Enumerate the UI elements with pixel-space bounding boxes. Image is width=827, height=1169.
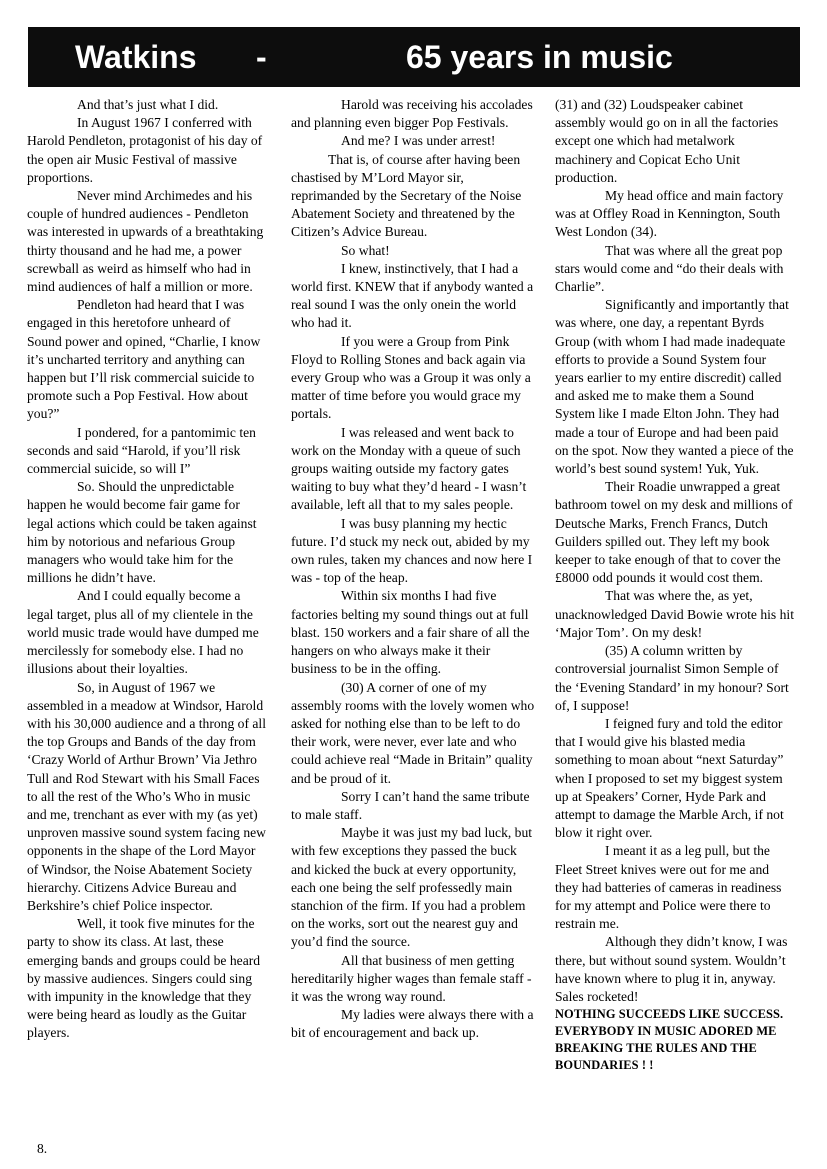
paragraph: Their Roadie unwrapped a great bathroom towel on my desk and millions of Deutsche Marks, French Francs, Dutch Guilders spilled out. They left my book keeper to take enough of that to cover the £8000 odd pounds it would cost them. [555, 479, 793, 586]
paragraph: That is, of course after having been chastised by M’Lord Mayor sir, reprimanded by the Secretary of the Noise Abatement Society and threatened by the Citizen’s Advice Bureau. [291, 151, 522, 240]
paragraph: Well, it took five minutes for the party to show its class. At last, these emerging bands and groups could be heard by massive audiences. Singers could sing with impunity in the knowledge that they were being heard as loudly as the Guitar players. [27, 916, 261, 1041]
paragraph: Never mind Archimedes and his couple of hundred audiences - Pendleton was interested in upwards of a breathtaking thirty thousand and he had me, a power screwball as weird as himself who had in mind audiences of half a million or more. [27, 188, 264, 295]
paragraph: I feigned fury and told the editor that I would give his blasted media something to moan about “next Saturday” when I proposed to set my biggest system up at Speakers’ Corner, Hyde Park and attempt to damage the Marble Arch, if not blow it right over. [555, 715, 784, 841]
paragraph: I knew, instinctively, that I had a world first. KNEW that if anybody wanted a real sound I was the only onein the world who had it. [291, 260, 534, 331]
paragraph: And I could equally become a legal target, plus all of my clientele in the world music trade would have dumped me mercilessly for somebody else. I had no illusions about their loyalties. [27, 588, 259, 677]
paragraph: My ladies were always there with a bit of encouragement and back up. [291, 1007, 534, 1041]
paragraph: All that business of men getting hereditarily higher wages than female staff - it was the wrong way round. [291, 952, 532, 1004]
paragraph: (30) A corner of one of my assembly rooms with the lovely women who asked for nothing else than to be left to do their work, were never, ever late and who could achieve real “Made in Britain” quality and be proud of it. [291, 679, 535, 786]
column-3 [555, 96, 795, 1074]
paragraph: I was released and went back to work on the Monday with a queue of such groups waiting outside my factory gates waiting to buy what they’d heard - I wasn’t available, left all that to my sales people. [291, 424, 527, 513]
column-1 [27, 96, 268, 1043]
paragraph: Maybe it was just my bad luck, but with few exceptions they passed the buck and kicked the buck at every opportunity, each one being the self professedly main stanchion of the firm. If you had a problem on the works, sort out the nearest guy and you’d find the source. [291, 825, 533, 950]
title-right: 65 years in music [406, 39, 673, 75]
paragraph: And that’s just what I did. [77, 97, 219, 112]
paragraph: So, in August of 1967 we assembled in a meadow at Windsor, Harold with his 30,000 audience and a throng of all the top Groups and Bands of the day from ‘Crazy World of Arthur Brown’ Via Jethro Tull and Rod Stewart with his Small Faces to all the rest of the Who’s Who in music and me, trenchant as ever with my (as yet) unproven massive sound system facing new opponents in the shape of the Lord Mayor of Windsor, the Noise Abatement Society hierarchy. Citizens Advice Bureau and Berkshire’s chief Police inspector. [27, 679, 266, 913]
paragraph: My head office and main factory was at Offley Road in Kennington, South West London (34). [555, 188, 784, 240]
column-2 [291, 96, 535, 1043]
paragraph: Harold was receiving his accolades and planning even bigger Pop Festivals. [291, 97, 533, 131]
title-separator: - [256, 39, 267, 75]
paragraph: I pondered, for a pantomimic ten seconds and said “Harold, if you’ll risk commercial suicide, so will I” [27, 424, 256, 477]
paragraph: Sorry I can’t hand the same tribute to male staff. [291, 788, 530, 822]
title-banner [28, 27, 800, 87]
paragraph: Significantly and importantly that was where, one day, a repentant Byrds Group (with whom I had made inadequate efforts to provide a Sound System four years earlier to my entire discredit) called and asked me to make them a Sound System like I made Elton John. They had made a tour of Europe and had been paid on the spot. Now they wanted a piece of the world’s best sound system! Yuk, Yuk. [555, 297, 794, 477]
paragraph: In August 1967 I conferred with Harold Pendleton, protagonist of his day of the open air Music Festival of massive proportions. [27, 115, 263, 185]
paragraph: (35) A column written by controversial journalist Simon Semple of the ‘Evening Standard’ in my honour? Sort of, I suppose! [555, 643, 789, 713]
paragraph: So what! [341, 242, 390, 258]
paragraph: That was where the, as yet, unacknowledged David Bowie wrote his hit ‘Major Tom’. On my desk! [555, 588, 794, 640]
paragraph: That was where all the great pop stars would come and “do their deals with Charlie”. [555, 242, 784, 295]
paragraph: (31) and (32) Loudspeaker cabinet assembly would go on in all the factories except one which had metalwork machinery and Copicat Echo Unit production. [555, 97, 779, 185]
title-left: Watkins [75, 39, 197, 75]
paragraph: I was busy planning my hectic future. I’d stuck my neck out, abided by my own rules, taken my chances and now here I was - top of the heap. [291, 515, 533, 586]
paragraph: NOTHING SUCCEEDS LIKE SUCCESS. EVERYBODY IN MUSIC ADORED ME BREAKING THE RULES AND THE BOUNDARIES ! ! [555, 1007, 784, 1073]
paragraph: Pendleton had heard that I was engaged in this heretofore unheard of Sound power and opined, “Charlie, I know it’s uncharted territory and anything can happen but I’ll risk commercial suicide to promote such a Pop Festival. How about you?” [27, 297, 261, 422]
paragraph: And me? I was under arrest! [341, 133, 496, 149]
paragraph: If you were a Group from Pink Floyd to Rolling Stones and back again via every Group who was a Group it was only a matter of time before you would grace my portals. [291, 333, 531, 422]
paragraph: So. Should the unpredictable happen he would become fair game for legal actions which could be taken against him by notorious and nefarious Group managers who would take him for the millions he didn’t have. [27, 479, 257, 586]
paragraph: Within six months I had five factories belting my sound things out at full blast. 150 workers and a fair share of all the hangers on who always make it their business to be in the offing. [291, 588, 530, 677]
paragraph: Although they didn’t know, I was there, but without sound system. Wouldn’t have known where to plug it in, anyway. Sales rocketed! [555, 934, 788, 1004]
page-number: 8. [37, 1141, 48, 1156]
paragraph: I meant it as a leg pull, but the Fleet Street knives were out for me and they had batteries of cameras in readiness for my attempt and Police were there to restrain me. [555, 843, 782, 932]
